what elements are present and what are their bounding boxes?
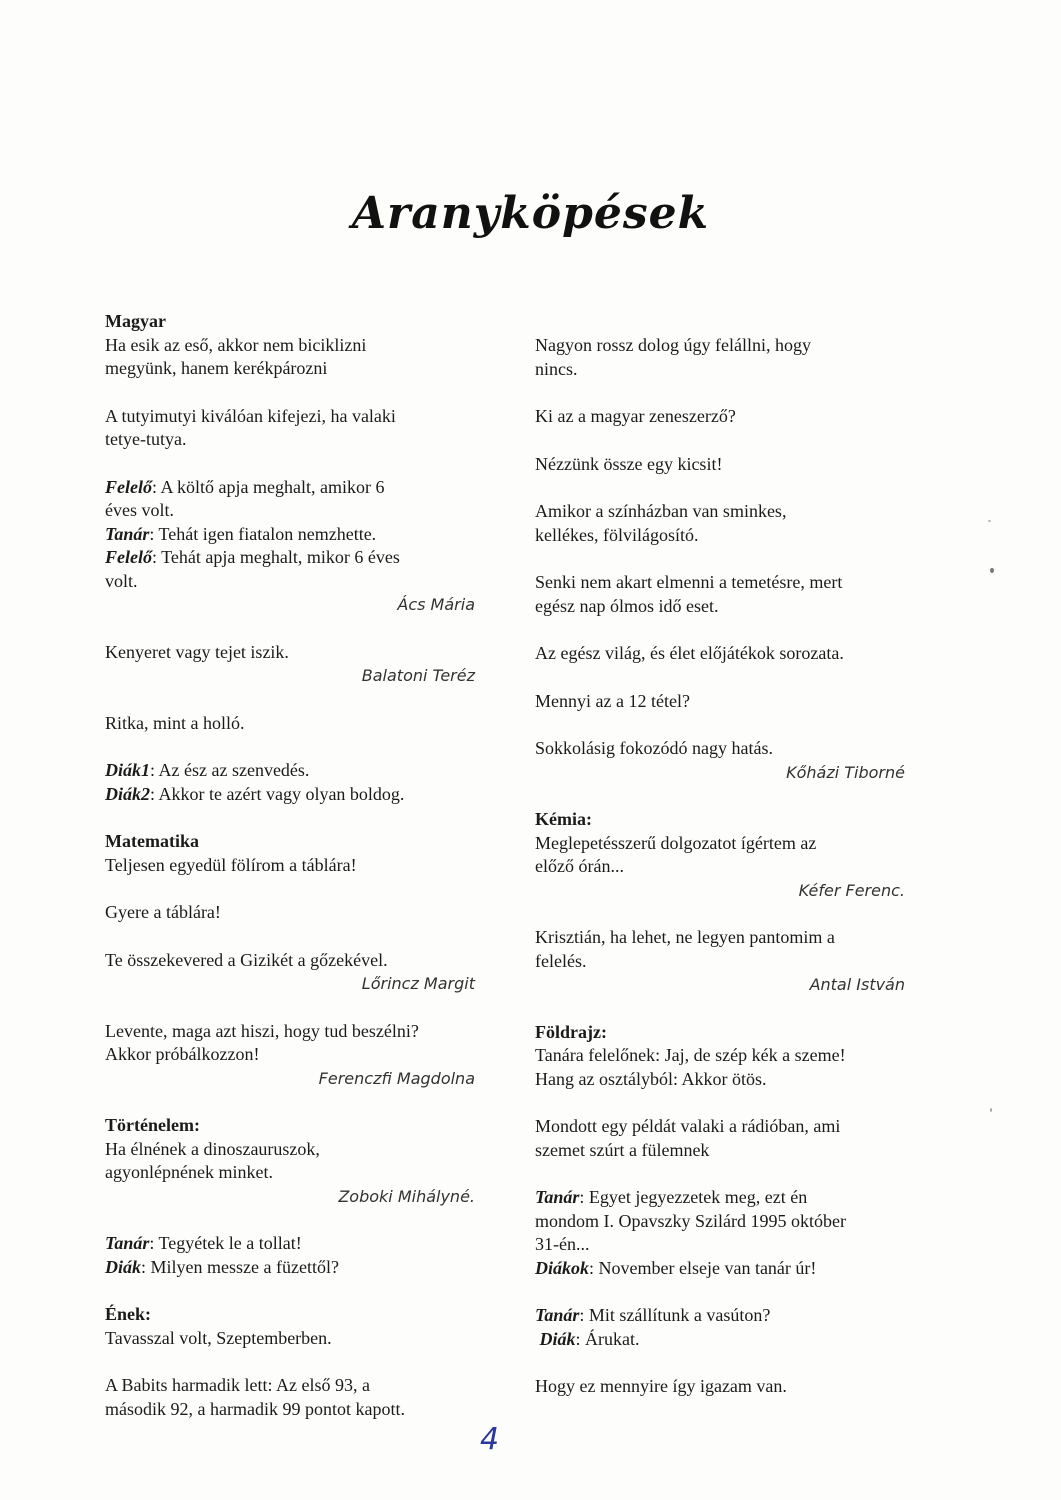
- quote: [105, 1020, 485, 1091]
- quote: [535, 453, 915, 477]
- speaker-label: Diák: [539, 1328, 576, 1349]
- quote: [105, 712, 485, 736]
- dialogue-quote: [105, 1232, 485, 1279]
- quote-text: egész nap ólmos idő eset.: [535, 595, 719, 616]
- section-foldrajz: [535, 1021, 915, 1045]
- dialogue-text: : Egyet jegyezzetek meg, ezt én: [579, 1187, 808, 1207]
- speaker-label: Diák2: [105, 783, 150, 804]
- dialogue-text: : Mit szállítunk a vasúton?: [579, 1305, 771, 1325]
- quote-text: Akkor próbálkozzon!: [105, 1044, 260, 1064]
- quote: [105, 405, 485, 452]
- speaker-label: Felelő: [105, 547, 152, 567]
- quote: [535, 690, 915, 714]
- right-column: [535, 334, 915, 1423]
- scan-speck: [990, 1108, 992, 1112]
- quote-text: Gyere a táblára!: [105, 902, 221, 922]
- dialogue-quote: [535, 1304, 915, 1351]
- quote-text: Kenyeret vagy tejet iszik.: [105, 641, 289, 662]
- dialogue-quote: [105, 759, 485, 806]
- quote-text: A Babits harmadik lett: Az első 93, a: [105, 1375, 370, 1395]
- quote: [535, 1044, 915, 1091]
- quote-text: Teljesen egyedül fölírom a táblára!: [105, 854, 357, 875]
- quote-text: második 92, a harmadik 99 pontot kapott.: [105, 1398, 405, 1419]
- page-number: 4: [480, 1422, 500, 1457]
- quote: [105, 334, 485, 381]
- quote-text: Nagyon rossz dolog úgy felállni, hogy: [535, 335, 811, 355]
- author-signature: Ács Mária: [397, 595, 475, 614]
- quote-text: Ritka, mint a holló.: [105, 712, 245, 733]
- speaker-label: Tanár: [105, 523, 150, 544]
- section-kemia: [535, 808, 915, 832]
- quote-text: Mondott egy példát valaki a rádióban, ami: [535, 1116, 841, 1136]
- quote: [105, 641, 485, 688]
- quote-text: Meglepetésszerű dolgozatot ígértem az: [535, 832, 817, 853]
- section-heading-enek: Ének:: [105, 1304, 152, 1324]
- section-heading-magyar: Magyar: [105, 311, 166, 331]
- speaker-label: Diákok: [535, 1257, 589, 1278]
- quote-text: Hogy ez mennyire így igazam van.: [535, 1376, 787, 1396]
- quote-text: Sokkolásig fokozódó nagy hatás.: [535, 738, 773, 758]
- quote-text: Te összekevered a Gizikét a gőzekével.: [105, 949, 388, 970]
- dialogue-quote: [105, 476, 485, 617]
- quote-text: tetye-tutya.: [105, 429, 187, 449]
- quote-text: kellékes, fölvilágosító.: [535, 524, 699, 545]
- author-signature: Antal István: [809, 975, 905, 994]
- dialogue-text: : Az ész az szenvedés.: [150, 760, 310, 780]
- section-heading-foldrajz: Földrajz:: [535, 1021, 607, 1042]
- section-enek: [105, 1303, 485, 1327]
- quote: [105, 949, 485, 996]
- quote: [535, 926, 915, 997]
- quote-text: Tavasszal volt, Szeptemberben.: [105, 1327, 332, 1348]
- quote: [535, 1375, 915, 1399]
- dialogue-text: : Tegyétek le a tollat!: [149, 1233, 302, 1253]
- dialogue-text: volt.: [105, 570, 138, 591]
- speaker-label: Tanár: [105, 1233, 150, 1253]
- quote-text: Ha esik az eső, akkor nem biciklizni: [105, 334, 367, 355]
- speaker-label: Felelő: [105, 476, 152, 497]
- quote: [535, 1115, 915, 1162]
- quote-text: Tanára felelőnek: Jaj, de szép kék a szeme!: [535, 1045, 846, 1065]
- author-signature: Kéfer Ferenc.: [798, 880, 905, 900]
- dialogue-text: éves volt.: [105, 500, 174, 520]
- author-signature: Ferenczfi Magdolna: [318, 1068, 475, 1088]
- quote-text: Levente, maga azt hiszi, hogy tud beszélni?: [105, 1020, 419, 1041]
- quote: [535, 405, 915, 429]
- section-heading-tortenelem: Történelem:: [105, 1115, 200, 1135]
- quote: [105, 1327, 485, 1351]
- quote: [105, 1138, 485, 1209]
- author-signature: Balatoni Teréz: [361, 666, 475, 685]
- quote-text: nincs.: [535, 358, 578, 379]
- dialogue-text: : A költő apja meghalt, amikor 6: [152, 476, 385, 497]
- section-heading-matematika: Matematika: [105, 831, 199, 851]
- quote-text: Ha élnének a dinoszauruszok,: [105, 1138, 320, 1159]
- dialogue-text: : Árukat.: [575, 1328, 640, 1349]
- quote-text: agyonlépnének minket.: [105, 1162, 273, 1182]
- author-signature: Kőházi Tiborné: [786, 762, 905, 782]
- dialogue-text: : Tehát igen fiatalon nemzhette.: [149, 523, 377, 544]
- dialogue-quote: [535, 1186, 915, 1280]
- quote-text: Senki nem akart elmenni a temetésre, mert: [535, 572, 843, 592]
- quote: [535, 642, 915, 666]
- quote-text: szemet szúrt a fülemnek: [535, 1139, 710, 1160]
- quote-text: Ki az a magyar zeneszerző?: [535, 406, 736, 426]
- quote: [105, 1374, 485, 1421]
- quote: [535, 334, 915, 381]
- quote: [535, 571, 915, 618]
- section-heading-kemia: Kémia:: [535, 809, 592, 829]
- section-tortenelem: [105, 1114, 485, 1138]
- quote-text: megyünk, hanem kerékpározni: [105, 358, 328, 378]
- quote: [105, 854, 485, 878]
- quote: [535, 737, 915, 784]
- scan-speck: [988, 520, 991, 522]
- quote-text: Krisztián, ha lehet, ne legyen pantomim a: [535, 927, 835, 947]
- scan-speck: [990, 568, 994, 573]
- author-signature: Lőrincz Margit: [361, 974, 475, 993]
- dialogue-text: mondom I. Opavszky Szilárd 1995 október: [535, 1210, 846, 1231]
- dialogue-text: 31-én...: [535, 1234, 590, 1254]
- dialogue-text: : November elseje van tanár úr!: [589, 1257, 817, 1278]
- left-column: [105, 310, 485, 1445]
- section-magyar: [105, 310, 485, 334]
- quote-text: előző órán...: [535, 856, 624, 876]
- quote-text: Hang az osztályból: Akkor ötös.: [535, 1068, 767, 1089]
- quote-text: Amikor a színházban van sminkes,: [535, 501, 787, 521]
- speaker-label: Diák1: [105, 760, 150, 780]
- speaker-label: Diák: [105, 1256, 141, 1277]
- quote-text: felelés.: [535, 950, 587, 971]
- quote: [105, 901, 485, 925]
- page-title: Aranyköpések: [351, 188, 710, 239]
- speaker-label: Tanár: [535, 1305, 580, 1325]
- speaker-label: Tanár: [535, 1187, 580, 1207]
- quote-text: Nézzünk össze egy kicsit!: [535, 453, 723, 474]
- quote-text: A tutyimutyi kiválóan kifejezi, ha valaki: [105, 405, 396, 426]
- quote-text: Az egész világ, és élet előjátékok sorozata.: [535, 643, 844, 663]
- quote: [535, 832, 915, 903]
- section-matematika: [105, 830, 485, 854]
- quote-text: Mennyi az a 12 tétel?: [535, 690, 690, 711]
- dialogue-text: : Milyen messze a füzettől?: [141, 1256, 339, 1277]
- dialogue-text: : Tehát apja meghalt, mikor 6 éves: [152, 547, 400, 567]
- author-signature: Zoboki Mihályné.: [338, 1186, 475, 1206]
- quote: [535, 500, 915, 547]
- dialogue-text: : Akkor te azért vagy olyan boldog.: [150, 783, 405, 804]
